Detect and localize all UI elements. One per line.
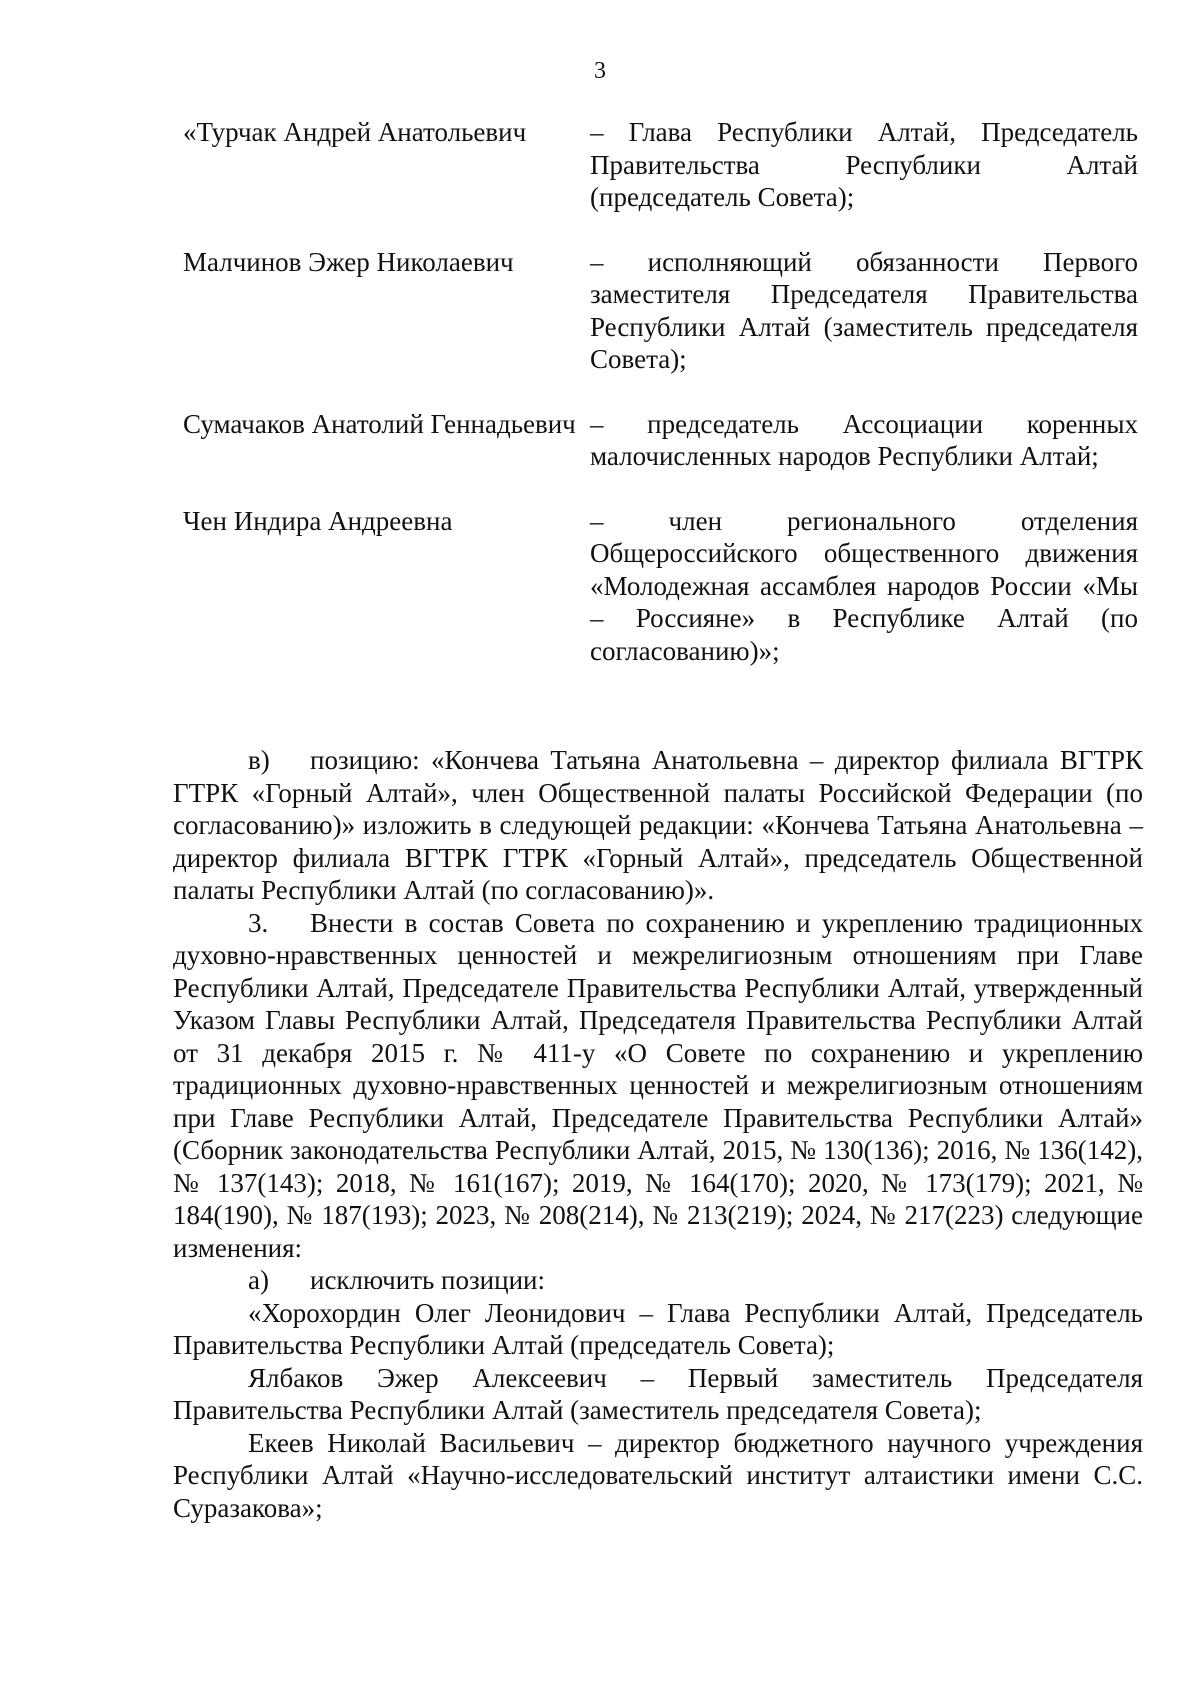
excluded-position: «Хорохордин Олег Леонидович – Глава Республики Алтай, Председатель Правительства Республики Алтай (председатель Совета); (173, 1297, 1143, 1360)
item-v-text: позицию: «Кончева Татьяна Анатольевна – директор филиала ВГТРК ГТРК «Горный Алтай», член Общественной палаты Российской Федерации (по согласованию)» изложить в следующей редакции: «Кончева Татьяна Анатольевна – директор филиала ВГТРК ГТРК «Горный Алтай», председатель Общественной палаты Республики Алтай (по согласованию)». (173, 745, 1143, 905)
body-text (173, 744, 1143, 1524)
member-row (183, 246, 1138, 376)
paragraph-item-a (173, 1264, 1143, 1297)
excluded-position: Екеев Николай Васильевич – директор бюджетного научного учреждения Республики Алтай «Научно-исследовательский институт алтаистики имени С.С. Суразакова»; (173, 1427, 1143, 1523)
member-name: Сумачаков Анатолий Геннадьевич (183, 408, 576, 439)
paragraph-3-text: Внести в состав Совета по сохранению и укреплению традиционных духовно-нравственных ценностей и межрелигиозным отношениям при Главе Республики Алтай, Председателе Правительства Республики Алтай, утвержденный Указом Главы Республики Алтай, Председателя Правительства Республики Алтай от 31 декабря 2015 г. № 411-у «О Совете по сохранению и укреплению традиционных духовно-нравственных ценностей и межрелигиозным отношениям при Главе Республики Алтай, Председателе Правительства Республики Алтай» (Сборник законодательства Республики Алтай, 2015, № 130(136); 2016, № 136(142), № 137(143); 2018, № 161(167); 2019, № 164(170); 2020, № 173(179); 2021, № 184(190), № 187(193); 2023, № 208(214), № 213(219); 2024, № 217(223) следующие изменения: (173, 907, 1143, 1263)
paragraph-3-marker: 3. (248, 907, 269, 938)
council-members-list (183, 116, 1138, 699)
member-row (183, 408, 1138, 473)
member-role: – исполняющий обязанности Первого заместителя Председателя Правительства Республики Алтай (заместитель председателя Совета); (590, 246, 1138, 374)
member-row (183, 116, 1138, 214)
member-name: Малчинов Эжер Николаевич (183, 246, 514, 277)
member-role: – председатель Ассоциации коренных малочисленных народов Республики Алтай; (590, 408, 1138, 471)
member-name: Чен Индира Андреевна (183, 505, 453, 536)
excluded-position: Ялбаков Эжер Алексеевич – Первый заместитель Председателя Правительства Республики Алтай (заместитель председателя Совета); (173, 1362, 1143, 1425)
member-name: «Турчак Андрей Анатольевич (183, 117, 527, 147)
item-marker-v: в) (248, 745, 270, 775)
member-row (183, 505, 1138, 668)
member-role: – Глава Республики Алтай, Председатель Правительства Республики Алтай (председатель Совета); (590, 117, 1138, 212)
item-marker-a: а) (248, 1265, 269, 1295)
item-a-text: исключить позиции: (310, 1265, 545, 1295)
page-number: 3 (594, 58, 606, 84)
paragraph-3 (173, 907, 1143, 1265)
paragraph-item-v (173, 744, 1143, 907)
member-role: – член регионального отделения Общероссийского общественного движения «Молодежная ассамблея народов России «Мы – Россияне» в Республике Алтай (по согласованию)»; (590, 505, 1138, 666)
